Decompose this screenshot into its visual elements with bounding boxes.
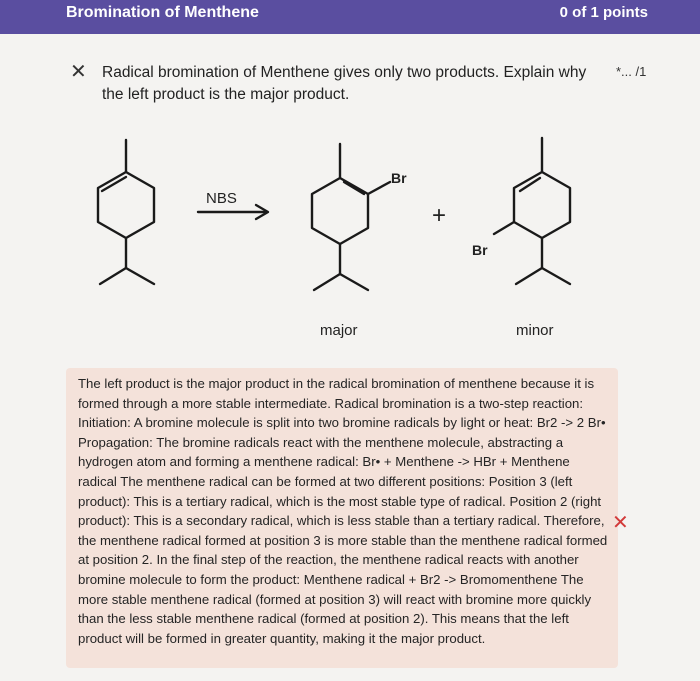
incorrect-x-icon: ✕ — [612, 512, 629, 534]
answer-text: The left product is the major product in the radical bromination of menthene because it is formed through a more stable intermediate. Radical bromination is a two-step reaction: Initiation: A bromine molecule is split into two bromine radicals by light or heat: Br2 -> 2 Br• Propagation: The bromine radicals react with the menthene molecule, abstracting a hydrogen atom and forming a menthene radical: Br• + Menthene -> HBr + Menthene radical The menthene radical can be formed at two different positions: Position 3 (left product): This is a tertiary radical, which is the most stable type of radical. Position 2 (right product): This is a secondary radical, which is less stable than a tertiary radical. Therefore, the menthene radical formed at position 3 is more stable than the menthene radical formed at position 2. In the final step of the reaction, the menthene radical reacts with another bromine molecule to form the product: Menthene radical + Br2 -> Bromomenthene The more stable menthene radical (formed at position 3) will react with bromine more quickly than the less stable menthene radical (formed at position 2). This means that the left product will be formed in greater quantity, making it the major product. — [78, 376, 608, 646]
major-label: major — [320, 322, 358, 339]
incorrect-x-icon: ✕ — [70, 61, 87, 83]
question-text: Radical bromination of Menthene gives only two products. Explain why the left product is the major product. — [102, 64, 587, 103]
plus-sign: + — [432, 202, 447, 229]
bromine-label-major: Br — [391, 170, 407, 186]
reaction-scheme — [70, 130, 610, 350]
question-score: *... /1 — [616, 64, 647, 79]
answer-box — [66, 368, 618, 668]
minor-label: minor — [516, 322, 554, 339]
points-indicator: 0 of 1 points — [559, 4, 648, 21]
page-header — [0, 0, 700, 34]
page-title: Bromination of Menthene — [66, 4, 259, 21]
reagent-label: NBS — [206, 190, 237, 207]
reaction-arrow — [198, 205, 268, 219]
minor-product-structure — [494, 138, 570, 284]
menthene-structure — [98, 140, 154, 284]
reaction-scheme-drawing — [70, 130, 610, 350]
bromine-label-minor: Br — [472, 242, 488, 258]
major-product-structure — [312, 144, 390, 290]
